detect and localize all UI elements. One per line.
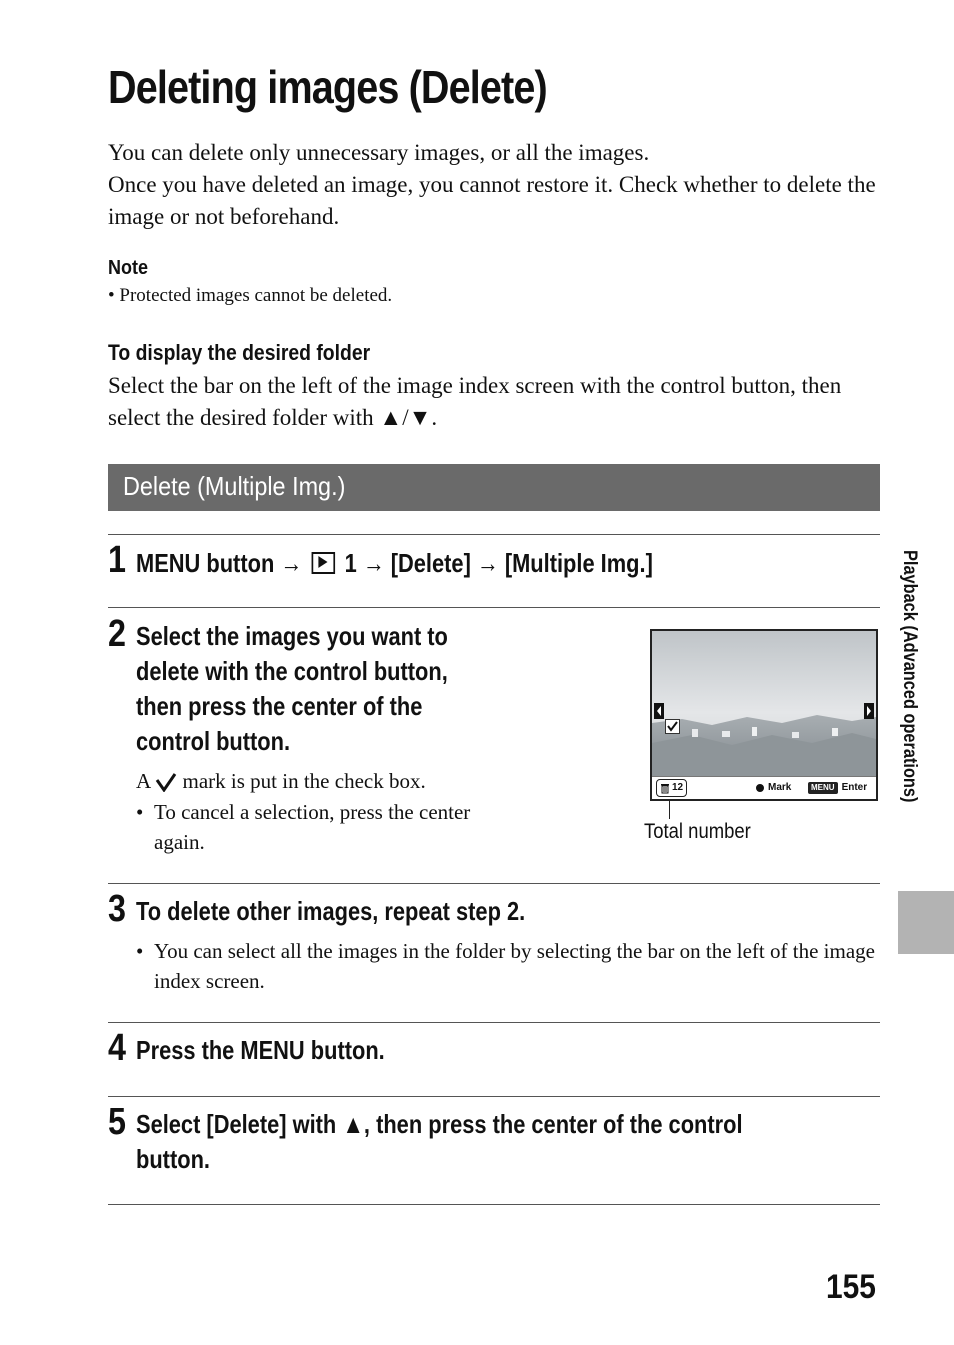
page-number: 155 (826, 1268, 876, 1306)
right-arrow-icon (864, 703, 874, 719)
step-1-delete: [Delete] (390, 548, 471, 578)
total-number-counter (656, 779, 687, 797)
menu-enter-hint: MENU Enter (808, 780, 867, 796)
list-item: • To cancel a selection, press the center again. (136, 797, 516, 857)
folder-text: Select the bar on the left of the image index screen with the control button, then select the desired folder with ▲/▼. (108, 373, 842, 430)
step-5-line-2: button. (136, 1144, 210, 1174)
side-tab-marker (898, 891, 954, 954)
step-2-line-3: then press the center of the (136, 691, 423, 721)
menu-badge: MENU (808, 782, 838, 794)
step-5-line-1: Select [Delete] with ▲, then press the center of the control (136, 1109, 743, 1139)
divider (108, 1204, 880, 1205)
divider (108, 607, 880, 608)
arrow-icon: → (476, 548, 499, 578)
left-arrow-icon (654, 703, 664, 719)
callout-line (669, 801, 670, 819)
step-number-1: 1 (108, 539, 126, 581)
step-3-text: To delete other images, repeat step 2. (136, 896, 526, 926)
step-number-2: 2 (108, 613, 126, 655)
step-2-bullets (136, 797, 516, 857)
step-2-line-4: control button. (136, 726, 291, 756)
section-title: Delete (Multiple Img.) (123, 471, 346, 501)
note-heading: Note (108, 257, 149, 279)
landscape-photo (652, 631, 876, 779)
step-1-text (136, 546, 653, 581)
check-mark-icon (155, 772, 177, 792)
screen-status-bar (652, 776, 876, 799)
trash-icon (660, 783, 670, 794)
folder-heading: To display the desired folder (108, 340, 371, 365)
divider (108, 1096, 880, 1097)
center-button-icon (756, 784, 764, 792)
note-text: Protected images cannot be deleted. (119, 285, 393, 306)
step-2-line-2: delete with the control button, (136, 656, 448, 686)
step-1-multiple: [Multiple Img.] (504, 548, 653, 578)
intro-line-1: You can delete only unnecessary images, or all the images. (108, 140, 650, 165)
total-count: 12 (672, 782, 684, 793)
step-number-4: 4 (108, 1027, 126, 1069)
divider (108, 1022, 880, 1023)
divider (108, 883, 880, 884)
page-title: Deleting images (Delete) (108, 61, 547, 113)
step-1-tab-number: 1 (344, 548, 357, 578)
divider (108, 534, 880, 535)
step-4-text: Press the MENU button. (136, 1035, 385, 1065)
step-number-5: 5 (108, 1101, 126, 1143)
step-3-bullets (136, 936, 880, 996)
side-tab-label: Playback (Advanced operations) (899, 550, 920, 803)
list-item: • You can select all the images in the folder by selecting the bar on the left of the image index screen. (136, 936, 880, 996)
step-2-body: A mark is put in the check box. (136, 769, 426, 793)
section-header (108, 464, 880, 511)
screen-checkbox (665, 719, 680, 734)
step-2-line-1: Select the images you want to (136, 621, 448, 651)
playback-icon (312, 552, 336, 574)
note-item: • Protected images cannot be deleted. (108, 285, 393, 306)
arrow-icon: → (280, 548, 303, 578)
mark-hint: Mark (756, 780, 791, 796)
intro-line-2: Once you have deleted an image, you cannot restore it. Check whether to delete the image or not beforehand. (108, 172, 876, 229)
step-1-menu-button: MENU button (136, 548, 275, 578)
step-number-3: 3 (108, 888, 126, 930)
camera-screen-illustration (650, 629, 878, 801)
arrow-icon: → (362, 548, 385, 578)
total-number-callout: Total number (644, 820, 751, 843)
